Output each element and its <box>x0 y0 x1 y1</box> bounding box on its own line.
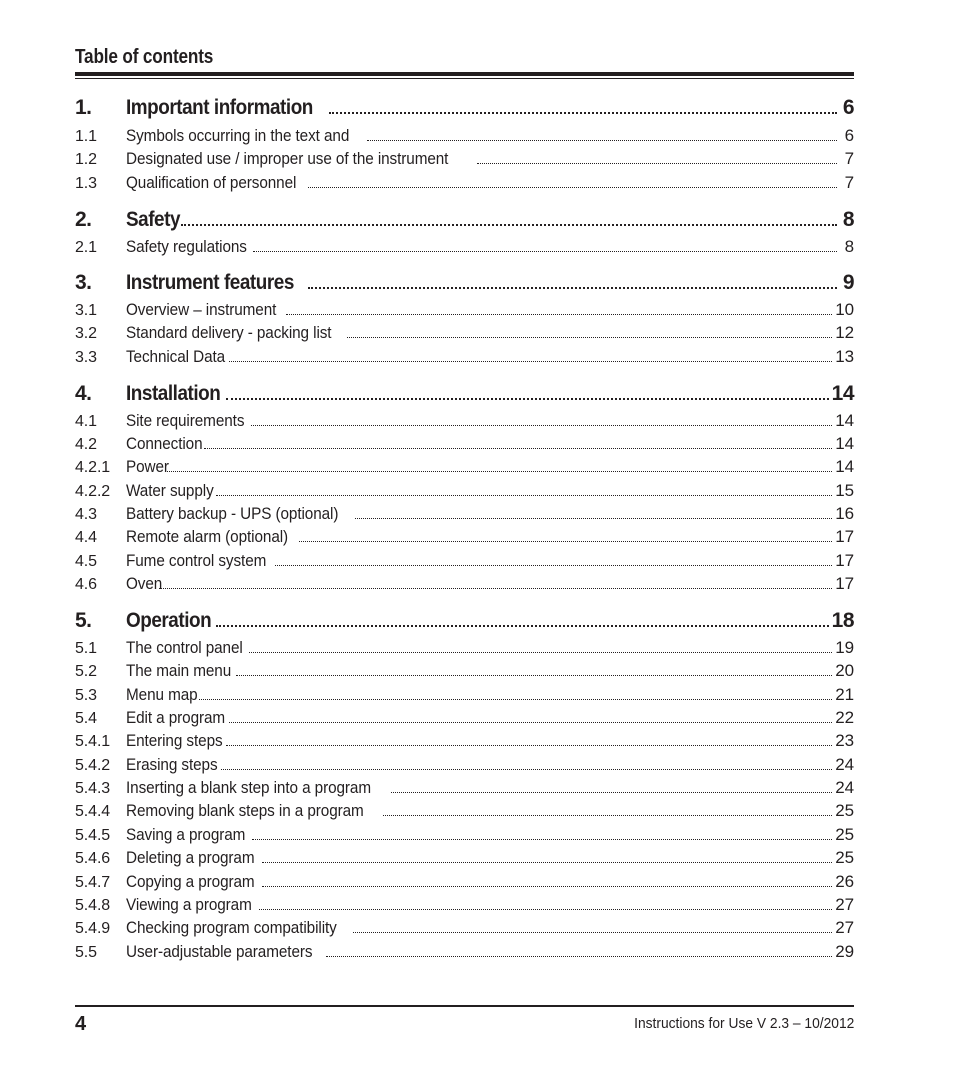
toc-entry-number: 5.4.7 <box>75 874 111 891</box>
dot-leader <box>229 722 832 723</box>
toc-section-row[interactable] <box>75 347 854 367</box>
toc-entry-title: Installation <box>126 382 221 405</box>
toc-section-row[interactable] <box>75 708 854 728</box>
toc-entry-page: 17 <box>835 574 854 593</box>
toc-entry-title: Operation <box>126 609 212 632</box>
dot-leader <box>159 588 832 589</box>
dot-leader <box>226 398 829 400</box>
toc-entry-page: 14 <box>831 382 854 405</box>
toc-entry-page: 25 <box>835 825 854 844</box>
dot-leader <box>229 361 832 362</box>
toc-entry-page: 6 <box>842 96 854 119</box>
toc-entry-number: 5.4.6 <box>75 850 111 867</box>
toc-entry-title: Overview – instrument <box>126 300 277 319</box>
toc-entry-title: User-adjustable parameters <box>126 942 313 961</box>
toc-entry-number: 5.4 <box>75 710 97 727</box>
toc-entry-number: 4.2 <box>75 436 97 453</box>
toc-entry-title: Fume control system <box>126 551 267 570</box>
toc-section-row[interactable] <box>75 237 854 257</box>
toc-section-row[interactable] <box>75 323 854 343</box>
toc-entry-page: 6 <box>844 126 854 145</box>
toc-entry-title: Power <box>126 457 169 476</box>
toc-section-row[interactable] <box>75 685 854 705</box>
toc-entry-number: 3.3 <box>75 349 97 366</box>
toc-entry-title: Designated use / improper use of the instrument <box>126 149 449 168</box>
toc-chapter-row[interactable] <box>75 271 854 295</box>
toc-entry-number: 4.3 <box>75 506 97 523</box>
toc-section-row[interactable] <box>75 173 854 193</box>
toc-entry-number: 3.2 <box>75 325 97 342</box>
toc-entry-number: 5.4.4 <box>75 803 111 820</box>
toc-entry-number: 1.2 <box>75 151 97 168</box>
toc-entry-number: 5.5 <box>75 944 97 961</box>
toc-section-row[interactable] <box>75 801 854 821</box>
toc-entry-title: Standard delivery - packing list <box>126 323 332 342</box>
toc-entry-title: Site requirements <box>126 411 245 430</box>
toc-entry-title: Instrument features <box>126 271 294 294</box>
toc-section-row[interactable] <box>75 434 854 454</box>
toc-section-row[interactable] <box>75 574 854 594</box>
toc-page <box>75 0 854 1080</box>
dot-leader <box>253 251 837 252</box>
toc-section-row[interactable] <box>75 481 854 501</box>
dot-leader <box>262 886 832 887</box>
toc-section-row[interactable] <box>75 825 854 845</box>
toc-entry-page: 7 <box>844 173 854 192</box>
toc-entry-page: 7 <box>844 149 854 168</box>
footer-doc-info: Instructions for Use V 2.3 – 10/2012 <box>633 1015 854 1032</box>
toc-section-row[interactable] <box>75 504 854 524</box>
toc-entry-page: 21 <box>835 685 854 704</box>
toc-section-row[interactable] <box>75 300 854 320</box>
dot-leader <box>308 187 837 188</box>
toc-entry-page: 8 <box>844 237 854 256</box>
toc-entry-title: The control panel <box>126 638 243 657</box>
toc-entry-title: Technical Data <box>126 347 226 366</box>
toc-section-row[interactable] <box>75 778 854 798</box>
toc-entry-title: Oven <box>126 574 163 593</box>
toc-section-row[interactable] <box>75 149 854 169</box>
toc-entry-title: Checking program compatibility <box>126 918 337 937</box>
toc-entry-number: 5.4.3 <box>75 780 111 797</box>
toc-entry-page: 29 <box>835 942 854 961</box>
toc-entry-number: 4.6 <box>75 576 97 593</box>
toc-entry-title: Safety regulations <box>126 237 247 256</box>
toc-entry-title: Remote alarm (optional) <box>126 527 289 546</box>
toc-entry-title: Edit a program <box>126 708 226 727</box>
toc-entry-title: Qualification of personnel <box>126 173 297 192</box>
footer-rule <box>75 1005 854 1007</box>
toc-entry-number: 1.1 <box>75 128 97 145</box>
toc-entry-title: Removing blank steps in a program <box>126 801 364 820</box>
toc-entry-number: 2. <box>75 208 92 231</box>
toc-entry-title: Water supply <box>126 481 214 500</box>
toc-entry-number: 4.5 <box>75 553 97 570</box>
toc-entry-number: 5.4.8 <box>75 897 111 914</box>
toc-entry-page: 14 <box>835 411 854 430</box>
toc-chapter-row[interactable] <box>75 609 854 633</box>
toc-entry-number: 4.4 <box>75 529 97 546</box>
dot-leader <box>275 565 832 566</box>
dot-leader <box>367 140 837 141</box>
toc-entry-title: Entering steps <box>126 731 223 750</box>
toc-entry-page: 24 <box>835 778 854 797</box>
toc-entry-page: 8 <box>842 208 854 231</box>
toc-entry-number: 1. <box>75 96 92 119</box>
toc-entry-page: 14 <box>835 434 854 453</box>
toc-entry-title: Deleting a program <box>126 848 255 867</box>
toc-section-row[interactable] <box>75 126 854 146</box>
toc-entry-number: 3. <box>75 271 92 294</box>
dot-leader <box>262 862 833 863</box>
dot-leader <box>252 839 833 840</box>
toc-entry-page: 10 <box>835 300 854 319</box>
title-rule-thick <box>75 72 854 76</box>
dot-leader <box>259 909 833 910</box>
toc-entry-number: 4.2.1 <box>75 459 111 476</box>
dot-leader <box>326 956 832 957</box>
toc-chapter-row[interactable] <box>75 208 854 232</box>
toc-entry-page: 25 <box>835 848 854 867</box>
toc-entry-number: 3.1 <box>75 302 97 319</box>
toc-entry-page: 25 <box>835 801 854 820</box>
dot-leader <box>167 471 833 472</box>
toc-entry-page: 13 <box>835 347 854 366</box>
toc-entry-title: The main menu <box>126 661 232 680</box>
dot-leader <box>216 495 832 496</box>
toc-entry-title: Connection <box>126 434 203 453</box>
toc-entry-page: 18 <box>831 609 854 632</box>
toc-entry-title: Viewing a program <box>126 895 252 914</box>
toc-section-row[interactable] <box>75 755 854 775</box>
page-title: Table of contents <box>75 46 214 68</box>
dot-leader <box>216 625 829 627</box>
toc-entry-number: 5.4.5 <box>75 827 111 844</box>
toc-entry-page: 24 <box>835 755 854 774</box>
toc-entry-number: 1.3 <box>75 175 97 192</box>
toc-entry-number: 5.2 <box>75 663 97 680</box>
dot-leader <box>236 675 832 676</box>
dot-leader <box>204 448 832 449</box>
toc-entry-title: Important information <box>126 96 313 119</box>
toc-entry-number: 5.3 <box>75 687 97 704</box>
toc-entry-page: 19 <box>835 638 854 657</box>
dot-leader <box>391 792 832 793</box>
toc-entry-title: Safety <box>126 208 181 231</box>
toc-entry-page: 26 <box>835 872 854 891</box>
toc-entry-number: 2.1 <box>75 239 97 256</box>
toc-section-row[interactable] <box>75 411 854 431</box>
toc-entry-number: 4. <box>75 382 92 405</box>
toc-entry-page: 14 <box>835 457 854 476</box>
toc-entry-number: 5.1 <box>75 640 97 657</box>
dot-leader <box>286 314 832 315</box>
toc-entry-page: 9 <box>842 271 854 294</box>
toc-section-row[interactable] <box>75 551 854 571</box>
toc-entry-page: 27 <box>835 918 854 937</box>
toc-section-row[interactable] <box>75 848 854 868</box>
toc-entry-page: 27 <box>835 895 854 914</box>
toc-entry-title: Menu map <box>126 685 198 704</box>
footer-page-number: 4 <box>75 1013 87 1035</box>
dot-leader <box>329 112 837 114</box>
dot-leader <box>353 932 832 933</box>
toc-entry-number: 4.2.2 <box>75 483 111 500</box>
toc-entry-page: 12 <box>835 323 854 342</box>
toc-entry-number: 5.4.9 <box>75 920 111 937</box>
toc-chapter-row[interactable] <box>75 96 854 120</box>
toc-entry-number: 5.4.2 <box>75 757 111 774</box>
toc-entry-page: 17 <box>835 551 854 570</box>
dot-leader <box>299 541 832 542</box>
dot-leader <box>221 769 833 770</box>
toc-entry-number: 5.4.1 <box>75 733 111 750</box>
toc-entry-page: 17 <box>835 527 854 546</box>
toc-entry-page: 15 <box>835 481 854 500</box>
toc-section-row[interactable] <box>75 661 854 681</box>
dot-leader <box>383 815 832 816</box>
toc-entry-number: 4.1 <box>75 413 97 430</box>
toc-entry-page: 20 <box>835 661 854 680</box>
dot-leader <box>477 163 837 164</box>
toc-section-row[interactable] <box>75 918 854 938</box>
toc-section-row[interactable] <box>75 942 854 962</box>
toc-entry-title: Copying a program <box>126 872 255 891</box>
toc-section-row[interactable] <box>75 527 854 547</box>
toc-entry-page: 22 <box>835 708 854 727</box>
toc-section-row[interactable] <box>75 457 854 477</box>
dot-leader <box>347 337 832 338</box>
toc-entry-page: 16 <box>835 504 854 523</box>
dot-leader <box>249 652 833 653</box>
toc-entry-title: Inserting a blank step into a program <box>126 778 372 797</box>
toc-entry-number: 5. <box>75 609 92 632</box>
title-rule-thin <box>75 78 854 79</box>
dot-leader <box>199 699 833 700</box>
dot-leader <box>308 287 837 289</box>
dot-leader <box>226 745 832 746</box>
toc-entry-title: Erasing steps <box>126 755 218 774</box>
toc-section-row[interactable] <box>75 638 854 658</box>
toc-entry-title: Battery backup - UPS (optional) <box>126 504 339 523</box>
dot-leader <box>355 518 832 519</box>
toc-chapter-row[interactable] <box>75 382 854 406</box>
toc-entry-title: Symbols occurring in the text and <box>126 126 350 145</box>
toc-entry-page: 23 <box>835 731 854 750</box>
toc-section-row[interactable] <box>75 895 854 915</box>
toc-section-row[interactable] <box>75 731 854 751</box>
dot-leader <box>181 224 837 226</box>
toc-entry-title: Saving a program <box>126 825 246 844</box>
toc-section-row[interactable] <box>75 872 854 892</box>
dot-leader <box>251 425 833 426</box>
